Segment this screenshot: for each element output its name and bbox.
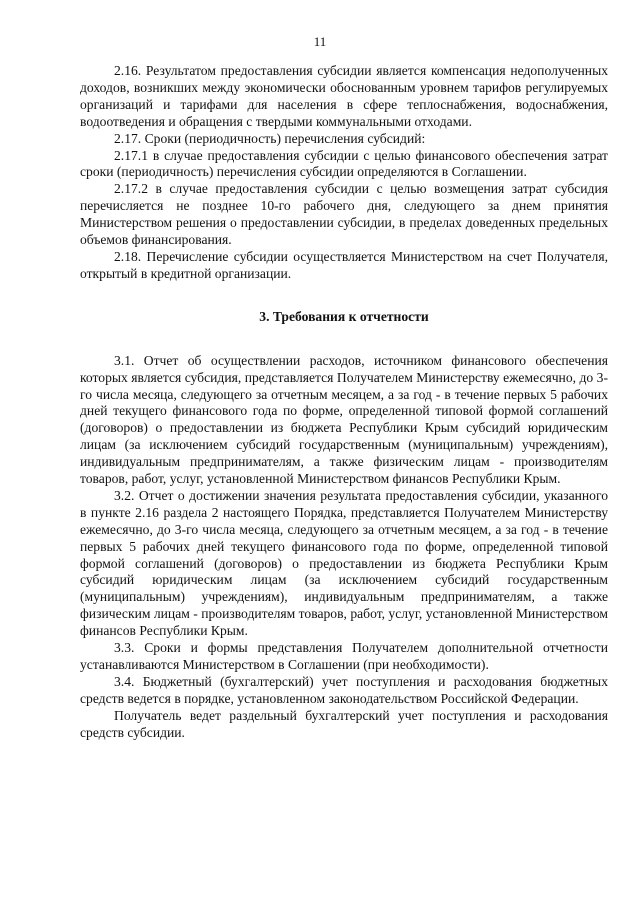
paragraph-3-3: 3.3. Сроки и формы представления Получателем дополнительной отчетности устанавливаются Министерством в Соглашении (при необходимости). xyxy=(80,640,608,672)
paragraph-3-1: 3.1. Отчет об осуществлении расходов, источником финансового обеспечения которых является субсидия, представляется Получателем Министерству ежемесячно, до 3-го числа месяца, следующего за отчетным месяцем, а за год - в течение первых 5 рабочих дней текущего финансового года по форме, определенной типовой формой соглашений (договоров) о предоставлении из бюджета Республики Крым субсидий юридическим лицам (за исключением субсидий государственным (муниципальным) учреждениям), индивидуальным предпринимателям, а также физическим лицам - производителям товаров, работ, услуг, установленной Министерством финансов Республики Крым. xyxy=(80,352,608,487)
section-heading: 3. Требования к отчетности xyxy=(259,308,429,324)
paragraph-3-2: 3.2. Отчет о достижении значения результата предоставления субсидии, указанного в пункте 2.16 раздела 2 настоящего Порядка, представляется Получателем Министерству ежемесячно, до 3-го числа месяца, следующего за отчетным месяцем, а за год - в течение первых 5 рабочих дней текущего финансового года по форме, определенной типовой формой соглашений (договоров) о предоставлении из бюджета Республики Крым субсидий юридическим лицам (за исключением субсидий государственным (муниципальным) учреждениям), индивидуальным предпринимателям, а также физическим лицам - производителям товаров, работ, услуг, установленной Министерством финансов Республики Крым. xyxy=(80,487,608,639)
paragraph-2-16: 2.16. Результатом предоставления субсидии является компенсация недополученных доходов, возникших между экономически обоснованным уровнем тарифов регулируемых организаций и тарифами для населения в сфере теплоснабжения, водоснабжения, водоотведения и обращения с твердыми коммунальными отходами. xyxy=(80,63,608,129)
paragraph-separate-accounting: Получатель ведет раздельный бухгалтерский учет поступления и расходования средств субсидии. xyxy=(80,707,608,740)
paragraph-2-17: 2.17. Сроки (периодичность) перечисления субсидий: xyxy=(114,130,426,146)
document-body xyxy=(80,63,608,742)
paragraph-2-17-1: 2.17.1 в случае предоставления субсидии с целью финансового обеспечения затрат сроки (периодичность) перечисления субсидии определяются в Соглашении. xyxy=(80,147,608,180)
page-number: 11 xyxy=(313,34,327,49)
paragraph-2-17-2: 2.17.2 в случае предоставления субсидии с целью возмещения затрат субсидия перечисляется не позднее 10-го рабочего дня, следующего за днем принятия Министерством решения о предоставлении субсидии, в пределах доведенных предельных объемов финансирования. xyxy=(80,181,608,248)
paragraph-3-4: 3.4. Бюджетный (бухгалтерский) учет поступления и расходования бюджетных средств ведется в порядке, установленном законодательством Российской Федерации. xyxy=(80,673,608,706)
paragraph-2-18: 2.18. Перечисление субсидии осуществляется Министерством на счет Получателя, открытый в кредитной организации. xyxy=(80,248,608,281)
